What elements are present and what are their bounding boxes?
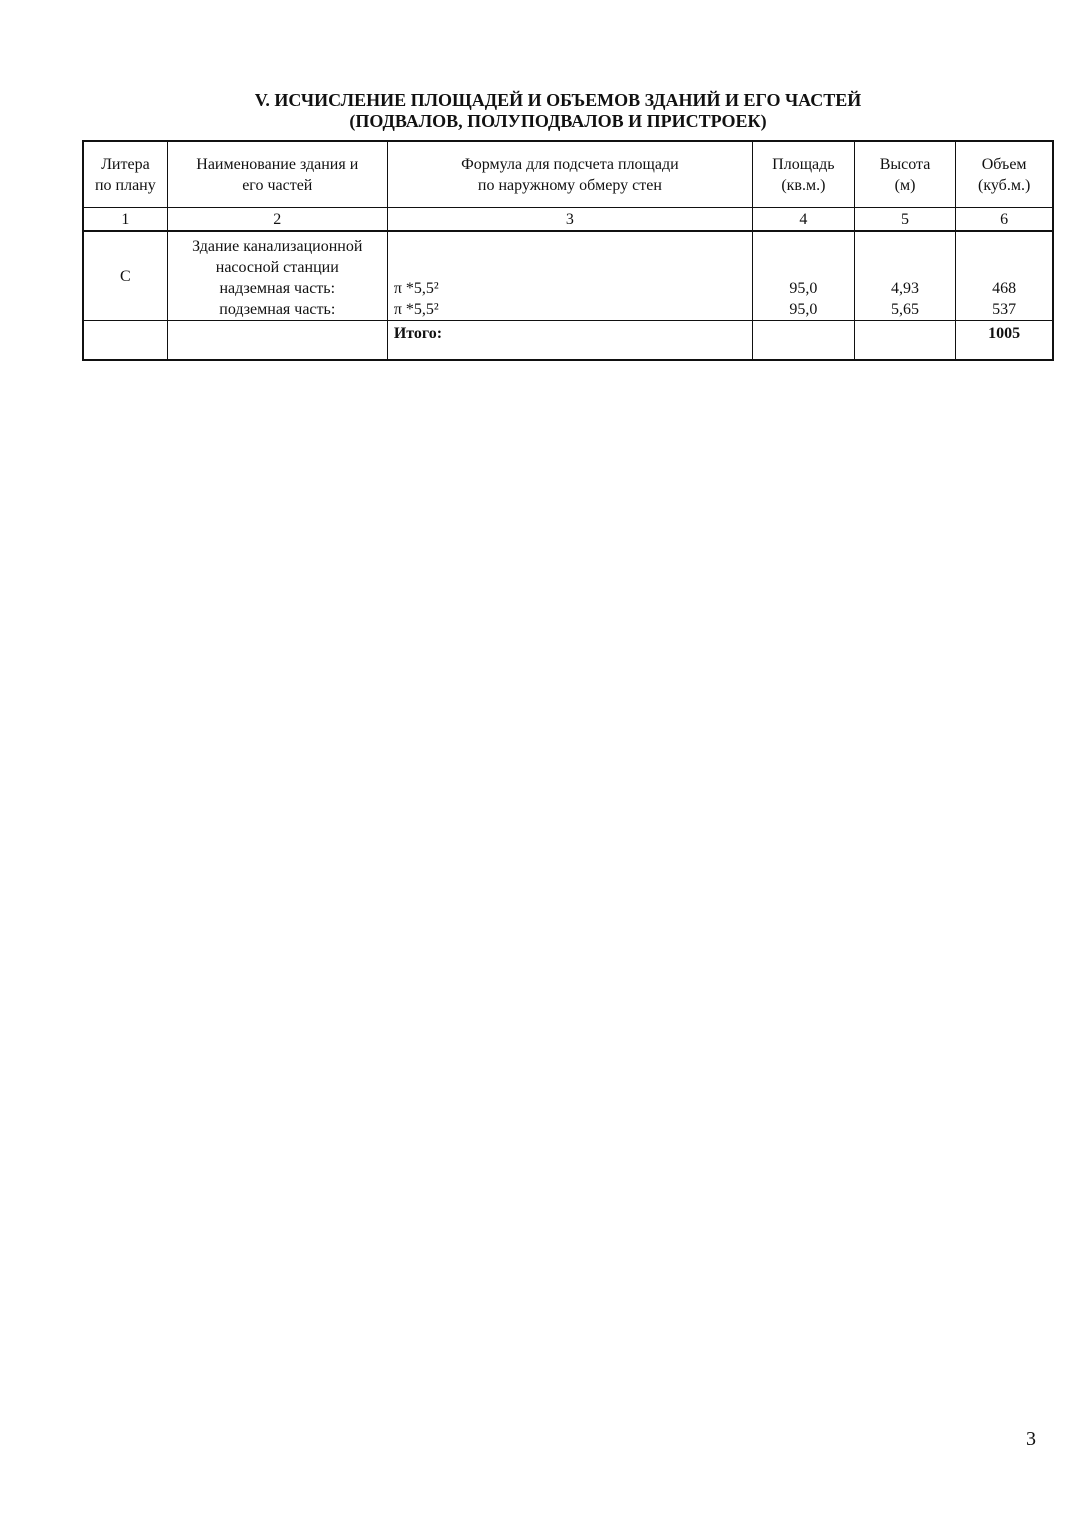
formula-above-ground: π *5,5²: [393, 280, 439, 297]
header-formula: Формула для подсчета площади по наружному обмеру стен: [387, 141, 752, 208]
header-litera: Литера по плану: [83, 141, 167, 208]
title-line-1: V. ИСЧИСЛЕНИЕ ПЛОЩАДЕЙ И ОБЪЕМОВ ЗДАНИЙ И ЕГО ЧАСТЕЙ: [254, 90, 862, 110]
column-number: 5: [854, 208, 956, 232]
building-name-line: насосной станции: [215, 259, 339, 276]
height-cell: [854, 231, 956, 321]
empty-cell: [167, 321, 387, 361]
formula-cell: [387, 231, 752, 321]
column-number: 2: [167, 208, 387, 232]
column-number: 4: [753, 208, 855, 232]
header-area: Площадь (кв.м.): [753, 141, 855, 208]
column-number: 1: [83, 208, 167, 232]
building-name-line: Здание канализационной: [192, 238, 363, 255]
volume-cell: [956, 231, 1053, 321]
total-row: [83, 321, 1053, 361]
building-name-cell: [167, 231, 387, 321]
column-number: 3: [387, 208, 752, 232]
area-underground: 95,0: [789, 301, 818, 318]
area-cell: [753, 231, 855, 321]
total-volume: 1005: [956, 321, 1053, 361]
header-height: Высота (м): [854, 141, 956, 208]
column-number: 6: [956, 208, 1053, 232]
header-name: Наименование здания и его частей: [167, 141, 387, 208]
formula-underground: π *5,5²: [393, 301, 439, 318]
volume-underground: 537: [992, 301, 1017, 318]
empty-cell: [753, 321, 855, 361]
area-volume-table: [82, 140, 1054, 361]
empty-cell: [854, 321, 956, 361]
volume-above-ground: 468: [992, 280, 1017, 297]
litera-cell: С: [83, 231, 167, 321]
header-volume: Объем (куб.м.): [956, 141, 1053, 208]
area-above-ground: 95,0: [789, 280, 818, 297]
height-above-ground: 4,93: [891, 280, 919, 297]
part-label-underground: подземная часть:: [219, 301, 336, 318]
table-header-row: [83, 141, 1053, 208]
part-label-above-ground: надземная часть:: [219, 280, 336, 297]
column-number-row: [83, 208, 1053, 232]
empty-cell: [83, 321, 167, 361]
table-row: [83, 231, 1053, 321]
height-underground: 5,65: [891, 301, 919, 318]
document-title: [0, 90, 1086, 132]
page-number: 3: [1026, 1428, 1036, 1450]
title-line-2: (ПОДВАЛОВ, ПОЛУПОДВАЛОВ И ПРИСТРОЕК): [349, 111, 767, 131]
total-label: Итого:: [387, 321, 752, 361]
